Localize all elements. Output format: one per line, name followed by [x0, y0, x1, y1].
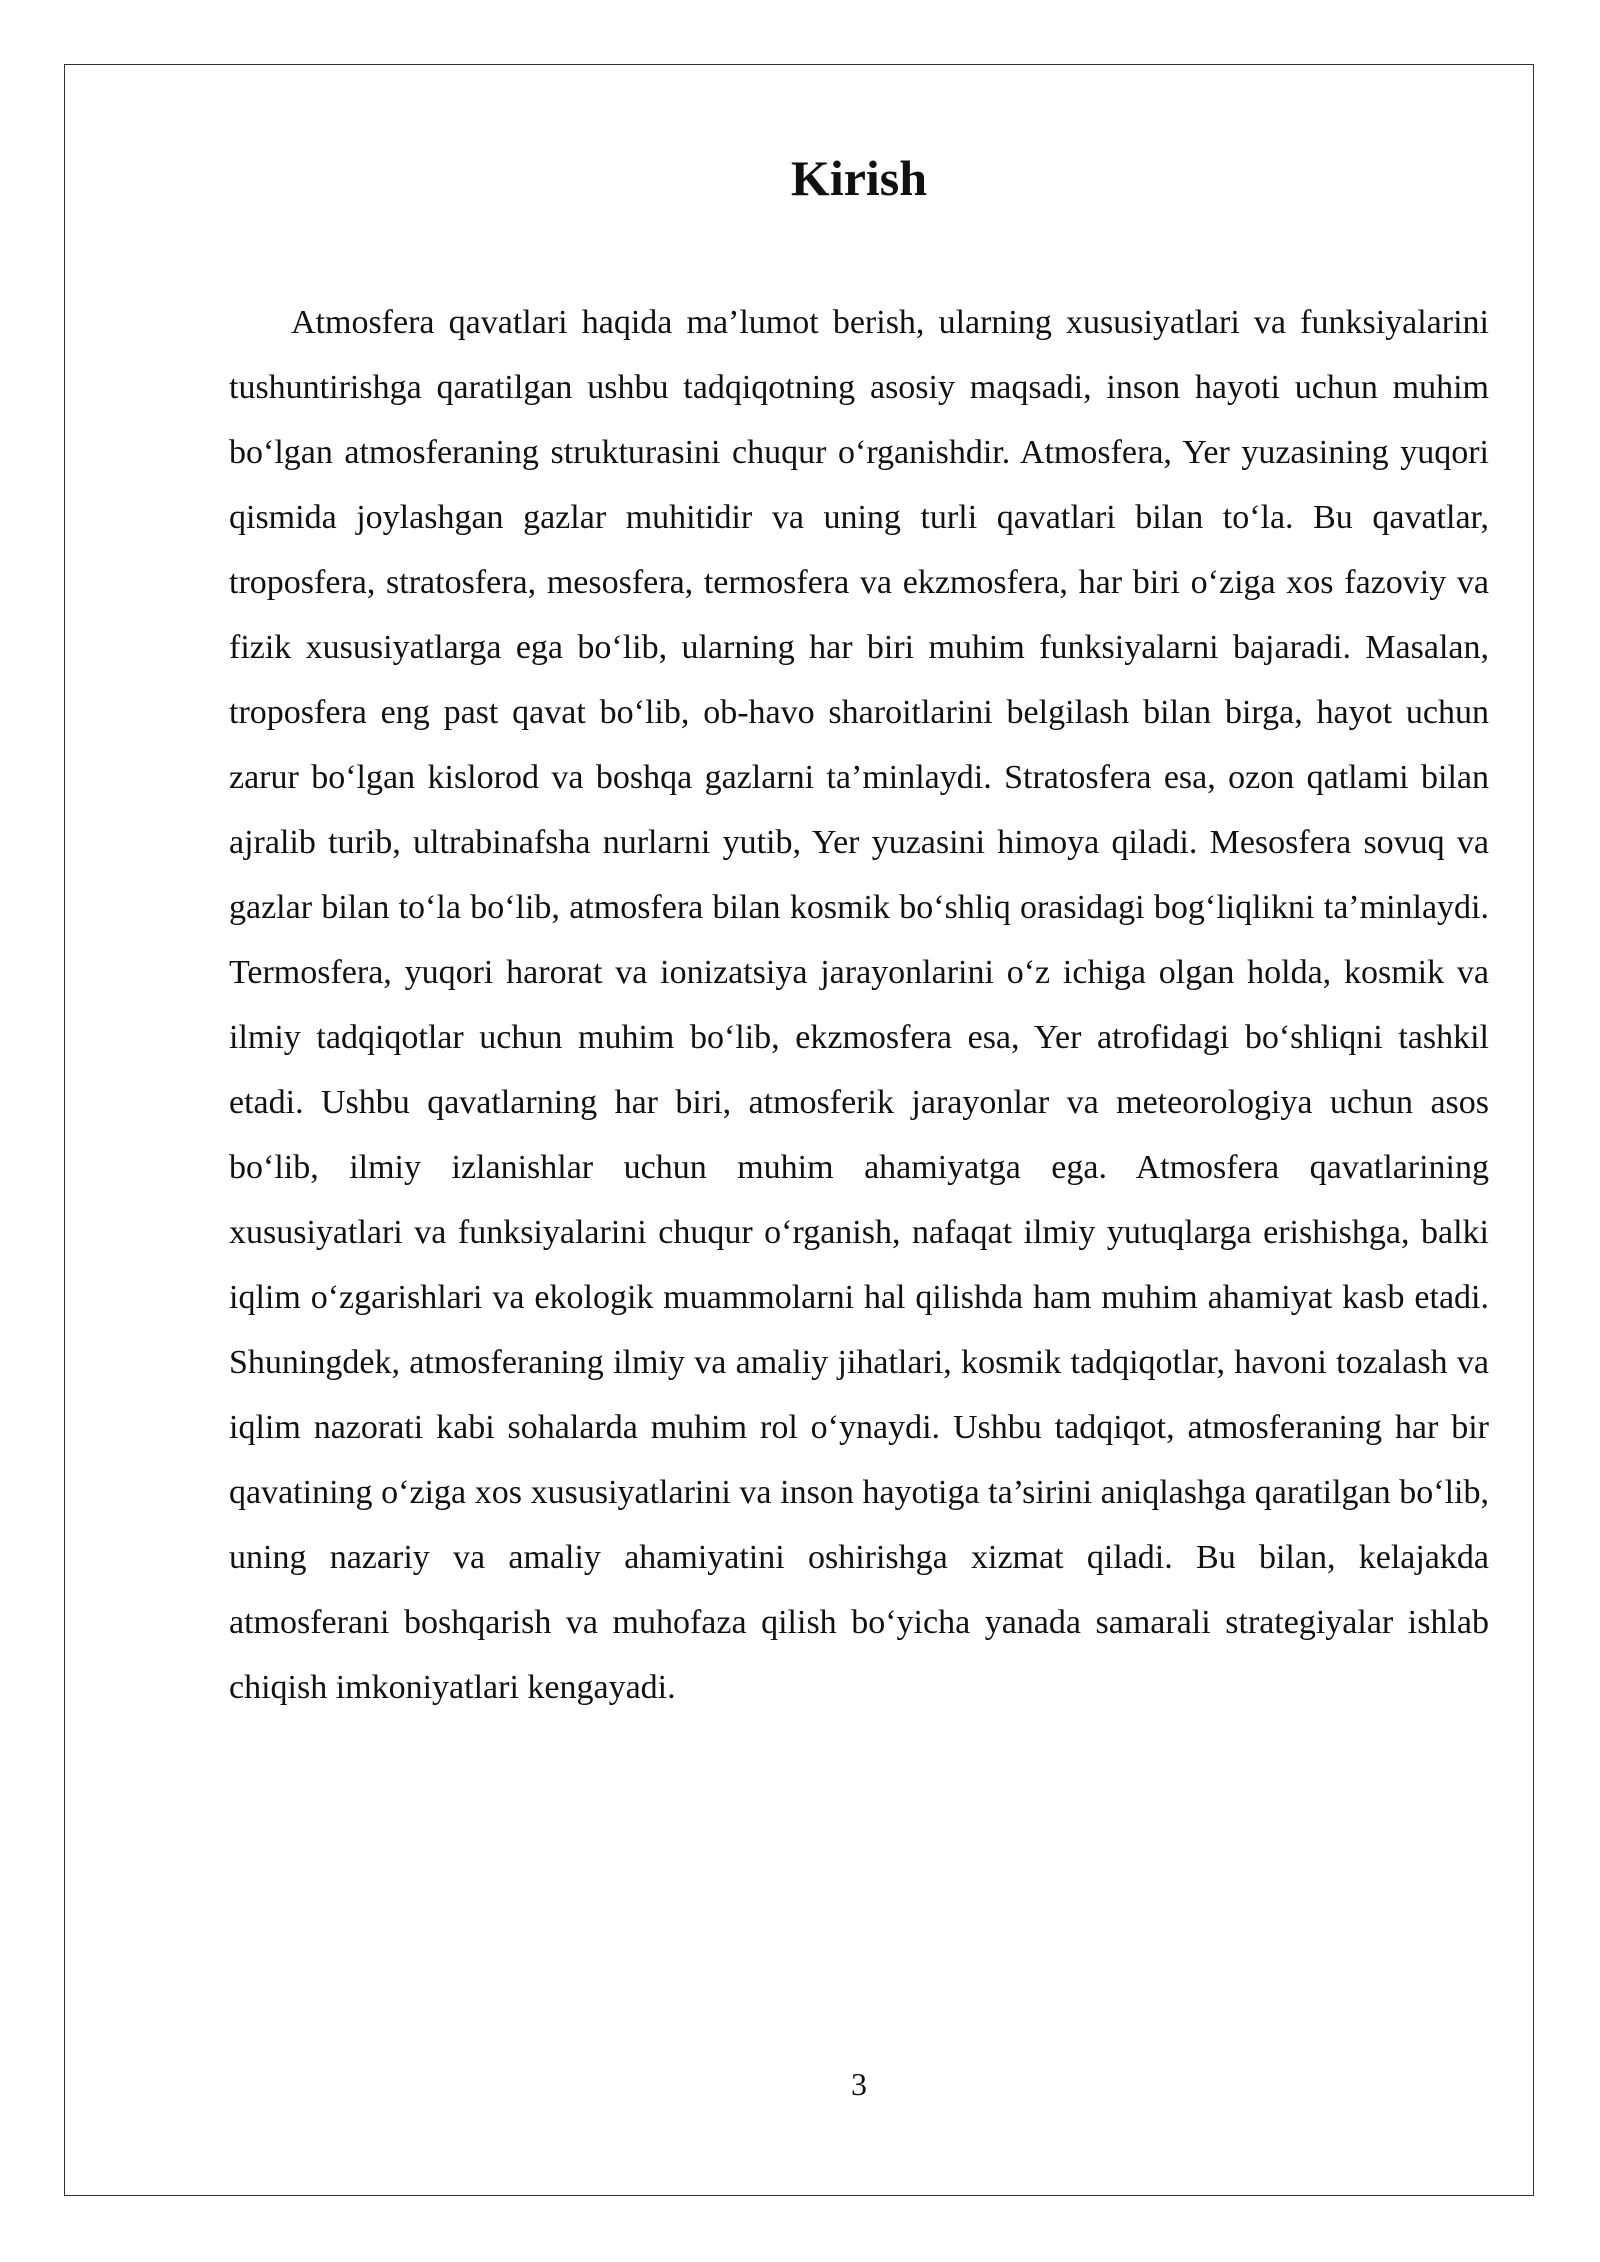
- page-number: 3: [851, 2066, 867, 2102]
- page-title: Kirish: [790, 150, 928, 206]
- body-paragraph: Atmosfera qavatlari haqida ma’lumot berish, ularning xususiyatlari va funksiyalarini tushuntirishga qaratilgan ushbu tadqiqotning asosiy maqsadi, inson hayoti uchun muhim bo‘lgan atmosferaning strukturasini chuqur o‘rganishdir. Atmosfera, Yer yuzasining yuqori qismida joylashgan gazlar muhitidir va uning turli qavatlari bilan to‘la. Bu qavatlar, troposfera, stratosfera, mesosfera, termosfera va ekzmosfera, har biri o‘ziga xos fazoviy va fizik xususiyatlarga ega bo‘lib, ularning har biri muhim funksiyalarni bajaradi. Masalan, troposfera eng past qavat bo‘lib, ob-havo sharoitlarini belgilash bilan birga, hayot uchun zarur bo‘lgan kislorod va boshqa gazlarni ta’minlaydi. Stratosfera esa, ozon qatlami bilan ajralib turib, ultrabinafsha nurlarni yutib, Yer yuzasini himoya qiladi. Mesosfera sovuq va gazlar bilan to‘la bo‘lib, atmosfera bilan kosmik bo‘shliq orasidagi bog‘liqlikni ta’minlaydi. Termosfera, yuqori harorat va ionizatsiya jarayonlarini o‘z ichiga olgan holda, kosmik va ilmiy tadqiqotlar uchun muhim bo‘lib, ekzmosfera esa, Yer atrofidagi bo‘shliqni tashkil etadi. Ushbu qavatlarning har biri, atmosferik jarayonlar va meteorologiya uchun asos bo‘lib, ilmiy izlanishlar uchun muhim ahamiyatga ega. Atmosfera qavatlarining xususiyatlari va funksiyalarini chuqur o‘rganish, nafaqat ilmiy yutuqlarga erishishga, balki iqlim o‘zgarishlari va ekologik muammolarni hal qilishda ham muhim ahamiyat kasb etadi. Shuningdek, atmosferaning ilmiy va amaliy jihatlari, kosmik tadqiqotlar, havoni tozalash va iqlim nazorati kabi sohalarda muhim rol o‘ynaydi. Ushbu tadqiqot, atmosferaning har bir qavatining o‘ziga xos xususiyatlarini va inson hayotiga ta’sirini aniqlashga qaratilgan bo‘lib, uning nazariy va amaliy ahamiyatini oshirishga xizmat qiladi. Bu bilan, kelajakda atmosferani boshqarish va muhofaza qilish bo‘yicha yanada samarali strategiyalar ishlab chiqish imkoniyatlari kengayadi.: [229, 304, 1489, 1706]
